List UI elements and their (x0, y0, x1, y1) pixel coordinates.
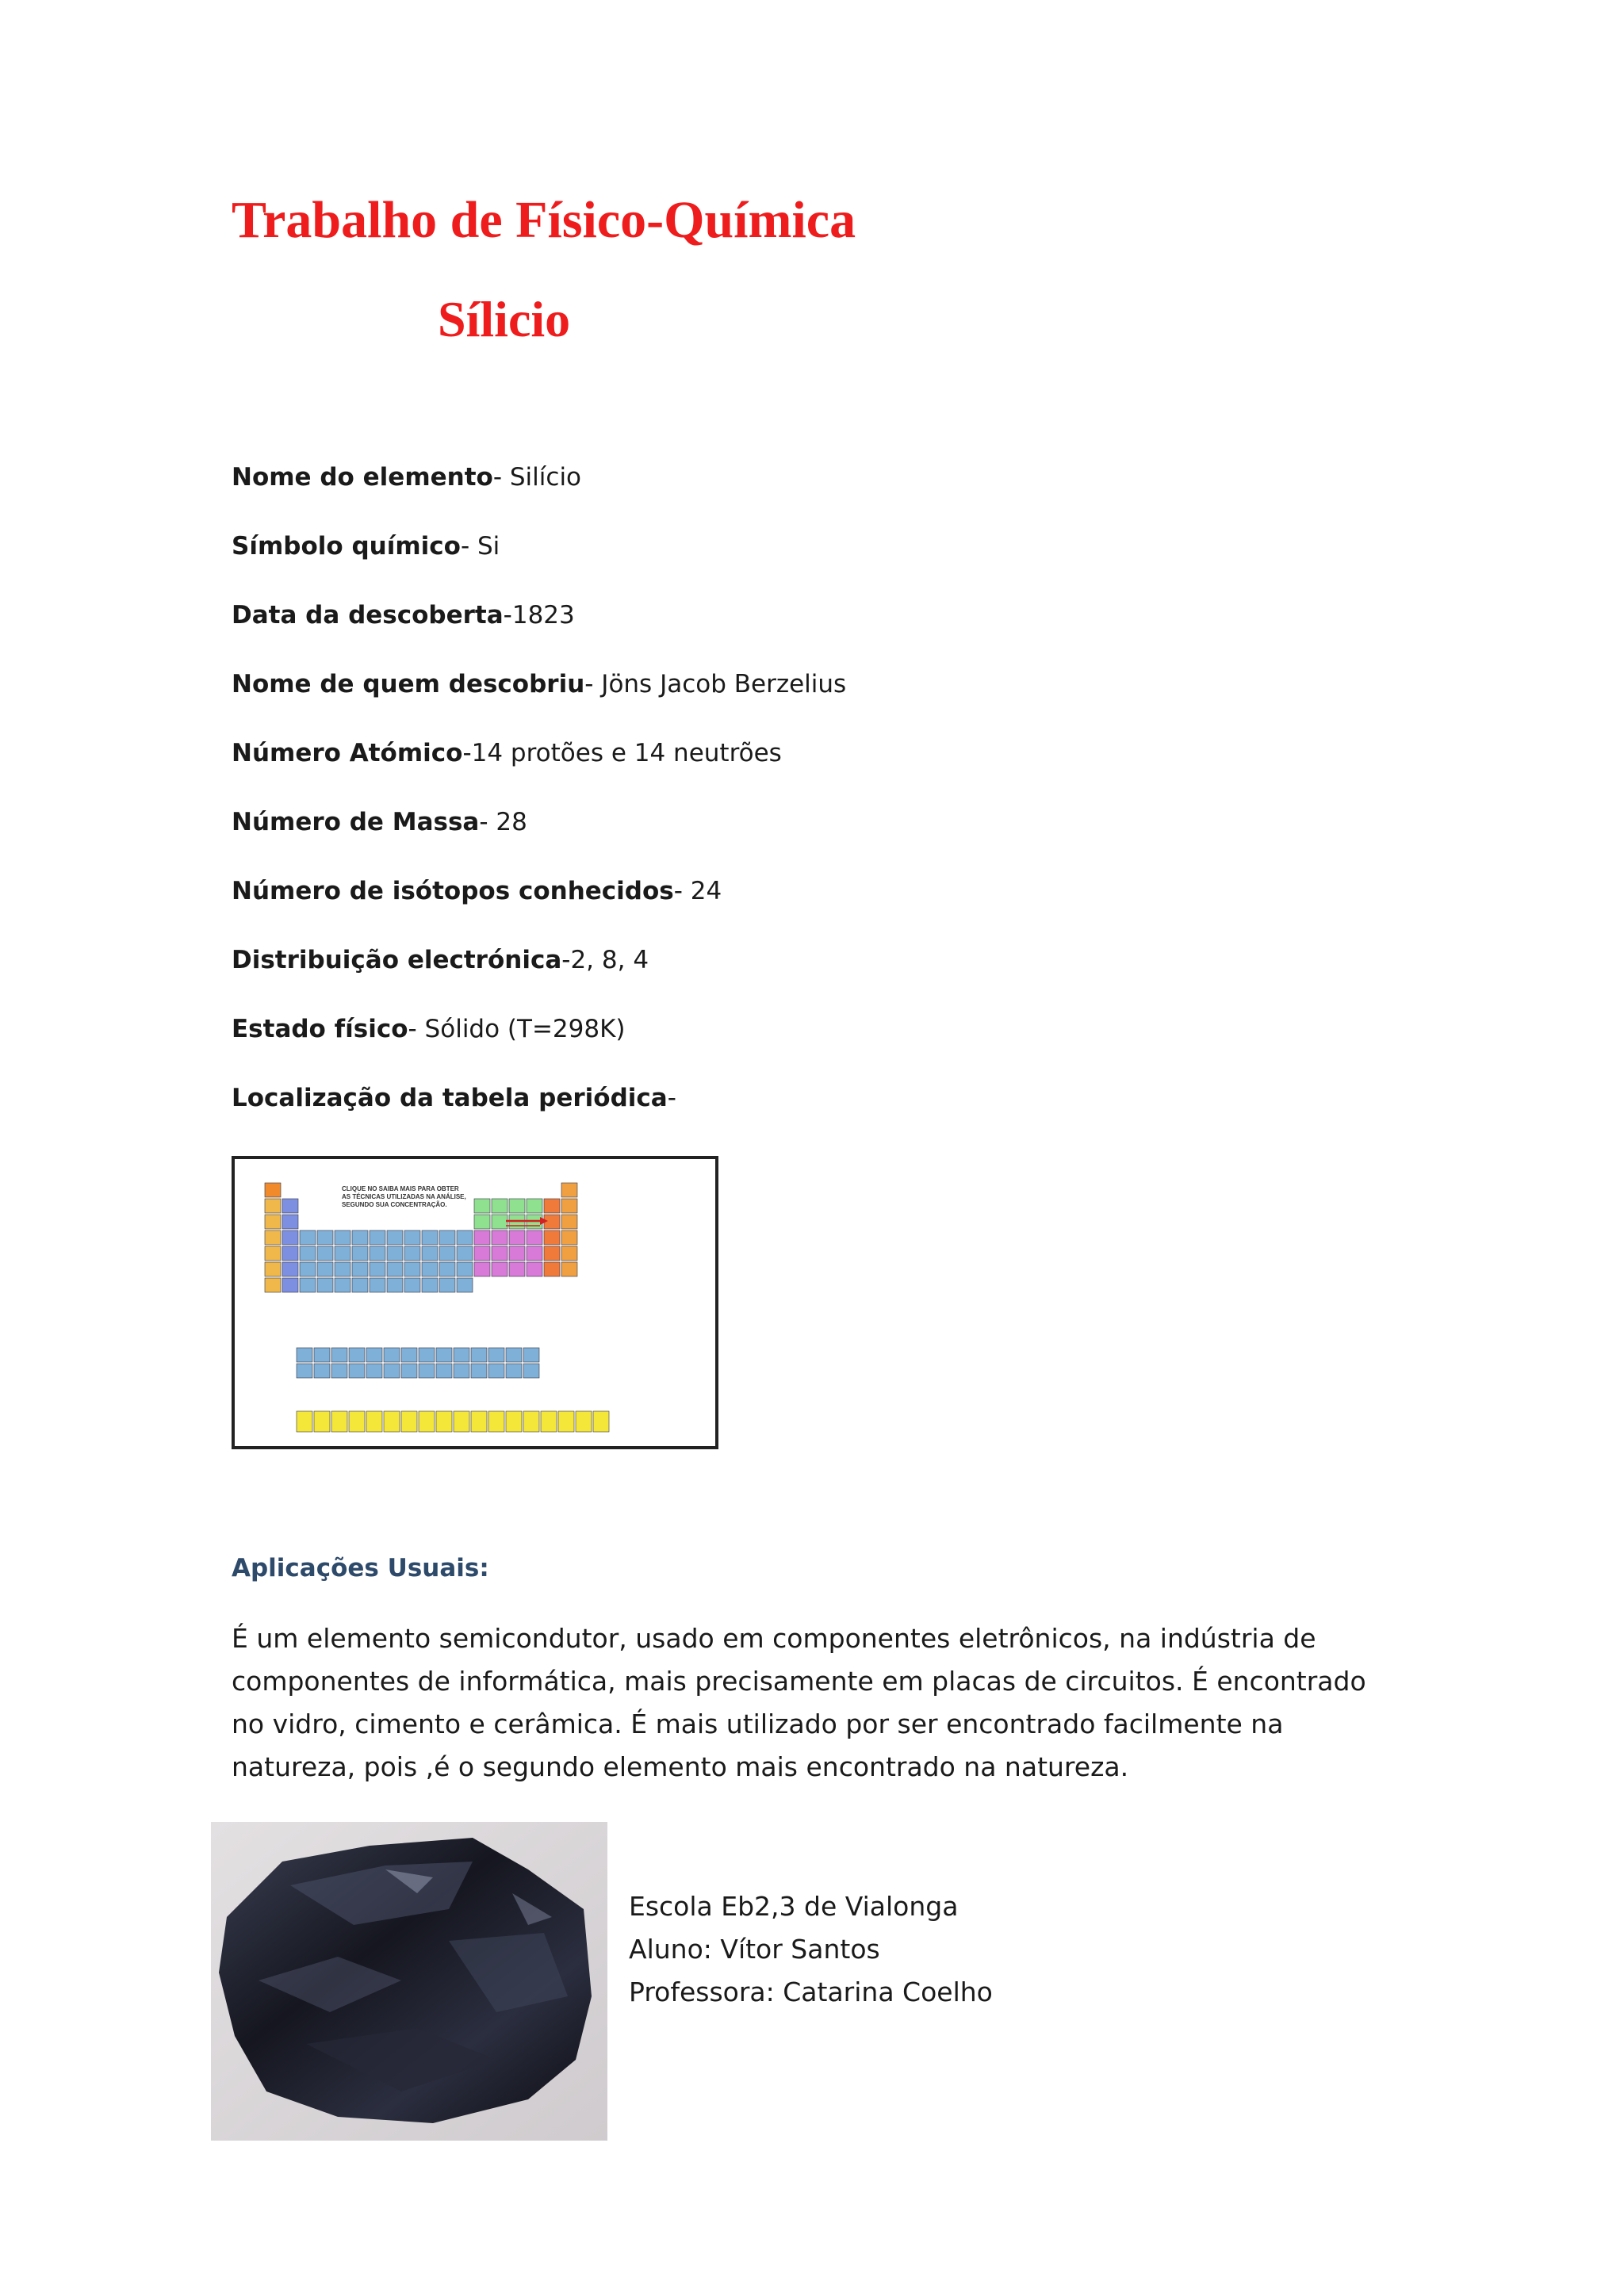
field-chemical-symbol (232, 532, 500, 561)
field-label: Número de isótopos conhecidos (232, 877, 674, 905)
periodic-table-cell (265, 1230, 281, 1245)
periodic-table-cell (282, 1262, 298, 1276)
periodic-table-cell (509, 1246, 525, 1261)
periodic-table-cell (558, 1411, 574, 1432)
periodic-table-cell (335, 1246, 350, 1261)
field-atomic-number (232, 739, 782, 767)
periodic-table-cell (317, 1246, 333, 1261)
field-label: Símbolo químico (232, 532, 461, 561)
periodic-table-cell (471, 1364, 487, 1378)
periodic-table-cell (419, 1411, 435, 1432)
periodic-table-cell (349, 1348, 365, 1362)
periodic-table-cell (297, 1364, 312, 1378)
periodic-table-cell (544, 1246, 560, 1261)
periodic-table-cell (387, 1246, 403, 1261)
periodic-table-cell (457, 1262, 473, 1276)
periodic-table-cell (436, 1364, 452, 1378)
field-label: Nome de quem descobriu (232, 670, 585, 698)
periodic-table-cell (352, 1278, 368, 1292)
periodic-table-cell (265, 1183, 281, 1197)
field-physical-state (232, 1015, 626, 1043)
periodic-table-cell (436, 1348, 452, 1362)
periodic-table-cell (282, 1215, 298, 1229)
periodic-table-cell (439, 1230, 455, 1245)
periodic-table-cell (317, 1262, 333, 1276)
periodic-table-cell (352, 1246, 368, 1261)
periodic-table-cell (561, 1215, 577, 1229)
periodic-table-cell (300, 1262, 316, 1276)
periodic-table-cell (387, 1278, 403, 1292)
periodic-table-cell (370, 1230, 385, 1245)
periodic-table-cell (492, 1246, 508, 1261)
periodic-table-cell (370, 1262, 385, 1276)
periodic-table-cell (422, 1262, 438, 1276)
periodic-table-cell (492, 1215, 508, 1229)
periodic-table-cell (561, 1230, 577, 1245)
periodic-table-cell (331, 1411, 347, 1432)
periodic-table-cell (419, 1348, 435, 1362)
field-electron-distribution (232, 946, 649, 974)
periodic-table-cell (282, 1246, 298, 1261)
periodic-table-cell (509, 1262, 525, 1276)
periodic-table-cell (457, 1278, 473, 1292)
periodic-table-cell (335, 1262, 350, 1276)
periodic-table-cell (523, 1411, 539, 1432)
periodic-table-cell (422, 1246, 438, 1261)
document-title: Trabalho de Físico-Química (232, 191, 856, 249)
periodic-table-cell (314, 1364, 330, 1378)
periodic-table-cell (422, 1278, 438, 1292)
field-value: - Sólido (T=298K) (408, 1015, 626, 1043)
periodic-table-cell (488, 1348, 504, 1362)
field-isotopes (232, 877, 722, 905)
periodic-table-cell (561, 1183, 577, 1197)
periodic-table-graphic (235, 1159, 715, 1446)
periodic-table-cell (401, 1364, 417, 1378)
field-value: -2, 8, 4 (561, 946, 649, 974)
periodic-table-cell (544, 1199, 560, 1213)
periodic-table-cell (314, 1348, 330, 1362)
field-value: - Jöns Jacob Berzelius (584, 670, 847, 698)
periodic-table-cell (317, 1278, 333, 1292)
periodic-table-cell (352, 1262, 368, 1276)
periodic-table-cell (384, 1411, 400, 1432)
periodic-table-cell (436, 1411, 452, 1432)
periodic-table-cell (527, 1199, 542, 1213)
periodic-table-cell (523, 1348, 539, 1362)
periodic-table-cell (471, 1348, 487, 1362)
periodic-table-cell (349, 1364, 365, 1378)
periodic-table-cell (422, 1230, 438, 1245)
periodic-table-cell (370, 1278, 385, 1292)
field-value: -1823 (503, 601, 575, 629)
periodic-table-cell (593, 1411, 609, 1432)
periodic-table-cell (331, 1348, 347, 1362)
periodic-table-cell (352, 1230, 368, 1245)
periodic-table-cell (387, 1230, 403, 1245)
periodic-table-cell (300, 1246, 316, 1261)
periodic-table-cell (297, 1348, 312, 1362)
periodic-table-caption-line: SEGUNDO SUA CONCENTRAÇÃO. (342, 1201, 447, 1208)
periodic-table-cell (576, 1411, 592, 1432)
school-name: Escola Eb2,3 de Vialonga (629, 1891, 959, 1922)
periodic-table-cell (541, 1411, 557, 1432)
field-discoverer (232, 670, 846, 698)
field-label: Localização da tabela periódica (232, 1084, 668, 1112)
periodic-table-cell (527, 1230, 542, 1245)
author-info (629, 1885, 993, 2014)
periodic-table-cell (523, 1364, 539, 1378)
periodic-table-cell (265, 1199, 281, 1213)
student-name: Aluno: Vítor Santos (629, 1934, 880, 1965)
periodic-table-cell (404, 1230, 420, 1245)
periodic-table-cell (544, 1262, 560, 1276)
periodic-table-cell (282, 1199, 298, 1213)
periodic-table-cell (527, 1262, 542, 1276)
periodic-table-cell (384, 1348, 400, 1362)
periodic-table-cell (488, 1411, 504, 1432)
periodic-table-cell (297, 1411, 312, 1432)
periodic-table-cell (454, 1348, 469, 1362)
periodic-table-cell (457, 1246, 473, 1261)
periodic-table-cell (474, 1230, 490, 1245)
periodic-table-cell (506, 1348, 522, 1362)
periodic-table-image (232, 1156, 718, 1449)
periodic-table-cell (474, 1215, 490, 1229)
periodic-table-cell (509, 1230, 525, 1245)
periodic-table-cell (471, 1411, 487, 1432)
field-label: Distribuição electrónica (232, 946, 562, 974)
field-label: Data da descoberta (232, 601, 504, 629)
periodic-table-cell (265, 1278, 281, 1292)
periodic-table-cell (282, 1230, 298, 1245)
silicon-photo (211, 1822, 607, 2141)
periodic-table-cell (401, 1411, 417, 1432)
periodic-table-cell (439, 1278, 455, 1292)
periodic-table-cell (506, 1364, 522, 1378)
periodic-table-cell (300, 1278, 316, 1292)
periodic-table-cell (492, 1199, 508, 1213)
field-value: - Silício (492, 463, 582, 492)
silicon-rock-graphic (211, 1822, 607, 2141)
field-value: - 24 (673, 877, 722, 905)
periodic-table-cell (384, 1364, 400, 1378)
periodic-table-cell (401, 1348, 417, 1362)
periodic-table-cell (366, 1411, 382, 1432)
periodic-table-cell (265, 1215, 281, 1229)
periodic-table-cell (404, 1262, 420, 1276)
periodic-table-caption-line: AS TÉCNICAS UTILIZADAS NA ANÁLISE, (342, 1193, 466, 1200)
field-value: -14 protões e 14 neutrões (462, 739, 782, 767)
periodic-table-cell (527, 1246, 542, 1261)
field-discovery-date (232, 601, 575, 629)
periodic-table-cell (335, 1278, 350, 1292)
periodic-table-cell (474, 1246, 490, 1261)
field-value: - (667, 1084, 676, 1112)
periodic-table-cell (509, 1199, 525, 1213)
periodic-table-cell (457, 1230, 473, 1245)
periodic-table-cell (419, 1364, 435, 1378)
field-mass-number (232, 808, 527, 836)
periodic-table-cell (366, 1364, 382, 1378)
periodic-table-cell (454, 1364, 469, 1378)
field-label: Número de Massa (232, 808, 480, 836)
applications-paragraph: É um elemento semicondutor, usado em componentes eletrônicos, na indústria de componentes de informática, mais precisamente em placas de circuitos. É encontrado no vidro, cimento e cerâmica. É mais utilizado por ser encontrado facilmente na natureza, pois ,é o segundo elemento mais encontrado na natureza. (232, 1623, 1366, 1782)
periodic-table-cell (366, 1348, 382, 1362)
field-label: Número Atómico (232, 739, 463, 767)
periodic-table-cell (349, 1411, 365, 1432)
periodic-table-cell (439, 1262, 455, 1276)
periodic-table-cell (561, 1246, 577, 1261)
periodic-table-cell (561, 1199, 577, 1213)
field-label: Estado físico (232, 1015, 408, 1043)
periodic-table-cell (561, 1262, 577, 1276)
periodic-table-cell (492, 1230, 508, 1245)
periodic-table-cell (265, 1262, 281, 1276)
periodic-table-cell (506, 1411, 522, 1432)
periodic-table-cell (474, 1199, 490, 1213)
periodic-table-cell (439, 1246, 455, 1261)
applications-heading: Aplicações Usuais: (232, 1554, 489, 1582)
periodic-table-cell (335, 1230, 350, 1245)
periodic-table-cell (370, 1246, 385, 1261)
periodic-table-cell (282, 1278, 298, 1292)
periodic-table-cell (387, 1262, 403, 1276)
periodic-table-cell (492, 1262, 508, 1276)
field-table-location (232, 1084, 676, 1112)
periodic-table-caption-line: CLIQUE NO SAIBA MAIS PARA OBTER (342, 1185, 459, 1192)
periodic-table-cell (331, 1364, 347, 1378)
periodic-table-cell (314, 1411, 330, 1432)
teacher-name: Professora: Catarina Coelho (629, 1976, 993, 2007)
periodic-table-cell (454, 1411, 469, 1432)
periodic-table-cell (488, 1364, 504, 1378)
periodic-table-cells (265, 1183, 609, 1432)
field-value: - Si (460, 532, 500, 561)
field-label: Nome do elemento (232, 463, 493, 492)
field-value: - 28 (479, 808, 527, 836)
periodic-table-cell (404, 1246, 420, 1261)
document-subtitle: Sílicio (438, 291, 571, 347)
periodic-table-cell (317, 1230, 333, 1245)
periodic-table-cell (265, 1246, 281, 1261)
periodic-table-cell (300, 1230, 316, 1245)
periodic-table-cell (474, 1262, 490, 1276)
periodic-table-cell (404, 1278, 420, 1292)
periodic-table-cell (544, 1230, 560, 1245)
field-element-name (232, 463, 581, 492)
